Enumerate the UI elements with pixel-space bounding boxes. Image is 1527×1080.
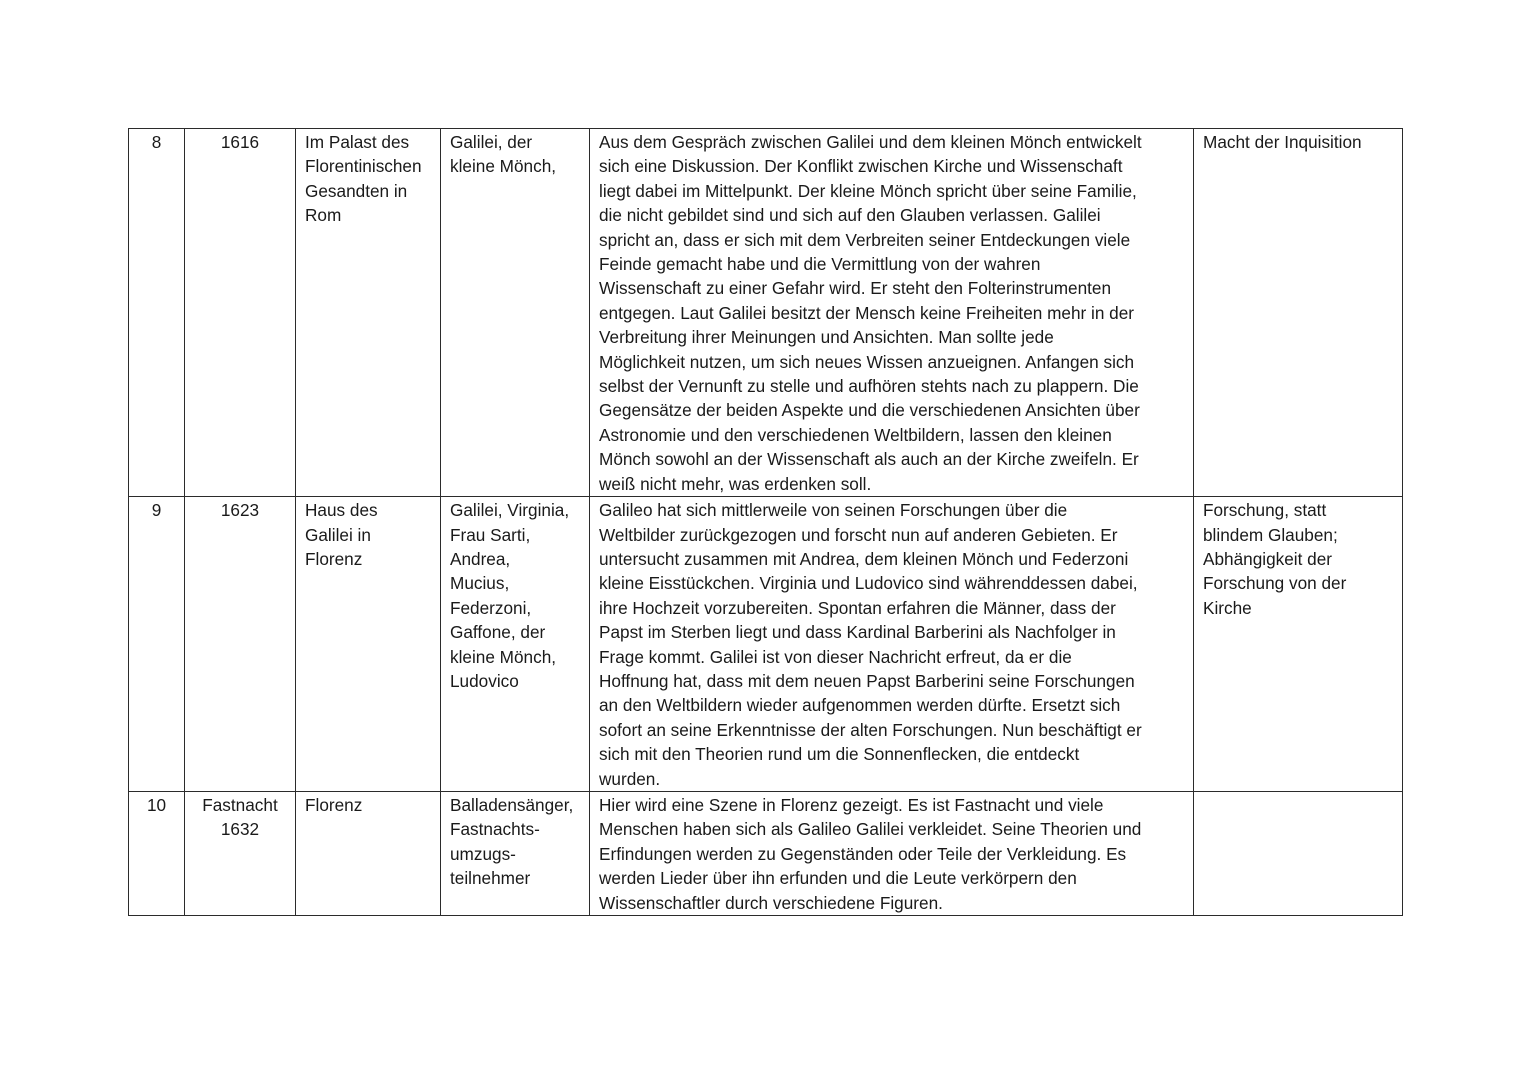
scene-year-cell: Fastnacht 1632 <box>185 791 296 915</box>
scene-place-cell: Haus des Galilei in Florenz <box>296 497 441 792</box>
scene-characters-cell: Balladensänger, Fastnachts- umzugs- teilnehmer <box>441 791 590 915</box>
scene-summary-cell: Hier wird eine Szene in Florenz gezeigt. Es ist Fastnacht und viele Menschen haben sich als Galileo Galilei verkleidet. Seine Theorien und Erfindungen werden zu Gegenständen oder Teile der Verkleidung. Es werden Lieder über ihn erfunden und die Leute verkörpern den Wissenschaftler durch verschiedene Figuren. <box>590 791 1194 915</box>
scene-summary-cell: Aus dem Gespräch zwischen Galilei und dem kleinen Mönch entwickelt sich eine Diskussion. Der Konflikt zwischen Kirche und Wissenschaft liegt dabei im Mittelpunkt. Der kleine Mönch spricht über seine Familie, die nicht gebildet sind und sich auf den Glauben verlassen. Galilei spricht an, dass er sich mit dem Verbreiten seiner Entdeckungen viele Feinde gemacht habe und die Vermittlung von der wahren Wissenschaft zu einer Gefahr wird. Er steht den Folterinstrumenten entgegen. Laut Galilei besitzt der Mensch keine Freiheiten mehr in der Verbreitung ihrer Meinungen und Ansichten. Man sollte jede Möglichkeit nutzen, um sich neues Wissen anzueignen. Anfangen sich selbst der Vernunft zu stelle und aufhören stehts nach zu plappern. Die Gegensätze der beiden Aspekte und die verschiedenen Ansichten über Astronomie und den verschiedenen Weltbildern, lassen den kleinen Mönch sowohl an der Wissenschaft als auch an der Kirche zweifeln. Er weiß nicht mehr, was erdenken soll. <box>590 129 1194 497</box>
scene-theme-cell: Forschung, statt blindem Glauben; Abhängigkeit der Forschung von der Kirche <box>1194 497 1403 792</box>
table-row <box>129 791 1403 915</box>
table-row <box>129 129 1403 497</box>
scene-characters-cell: Galilei, Virginia, Frau Sarti, Andrea, Mucius, Federzoni, Gaffone, der kleine Mönch, Ludovico <box>441 497 590 792</box>
scene-number-cell: 8 <box>129 129 185 497</box>
scene-summary-cell: Galileo hat sich mittlerweile von seinen Forschungen über die Weltbilder zurückgezogen und forscht nun auf anderen Gebieten. Er untersucht zusammen mit Andrea, dem kleinen Mönch und Federzoni kleine Eisstückchen. Virginia und Ludovico sind währenddessen dabei, ihre Hochzeit vorzubereiten. Spontan erfahren die Männer, dass der Papst im Sterben liegt und dass Kardinal Barberini als Nachfolger in Frage kommt. Galilei ist von dieser Nachricht erfreut, da er die Hoffnung hat, dass mit dem neuen Papst Barberini seine Forschungen an den Weltbildern wieder aufgenommen werden dürfte. Ersetzt sich sofort an seine Erkenntnisse der alten Forschungen. Nun beschäftigt er sich mit den Theorien rund um die Sonnenflecken, die entdeckt wurden. <box>590 497 1194 792</box>
scene-year-cell: 1623 <box>185 497 296 792</box>
scene-number-cell: 10 <box>129 791 185 915</box>
scene-year-cell: 1616 <box>185 129 296 497</box>
scene-number-cell: 9 <box>129 497 185 792</box>
scene-table <box>128 128 1403 916</box>
scene-theme-cell: Macht der Inquisition <box>1194 129 1403 497</box>
scene-place-cell: Im Palast des Florentinischen Gesandten in Rom <box>296 129 441 497</box>
scene-characters-cell: Galilei, der kleine Mönch, <box>441 129 590 497</box>
scene-place-cell: Florenz <box>296 791 441 915</box>
scene-theme-cell <box>1194 791 1403 915</box>
table-row <box>129 497 1403 792</box>
